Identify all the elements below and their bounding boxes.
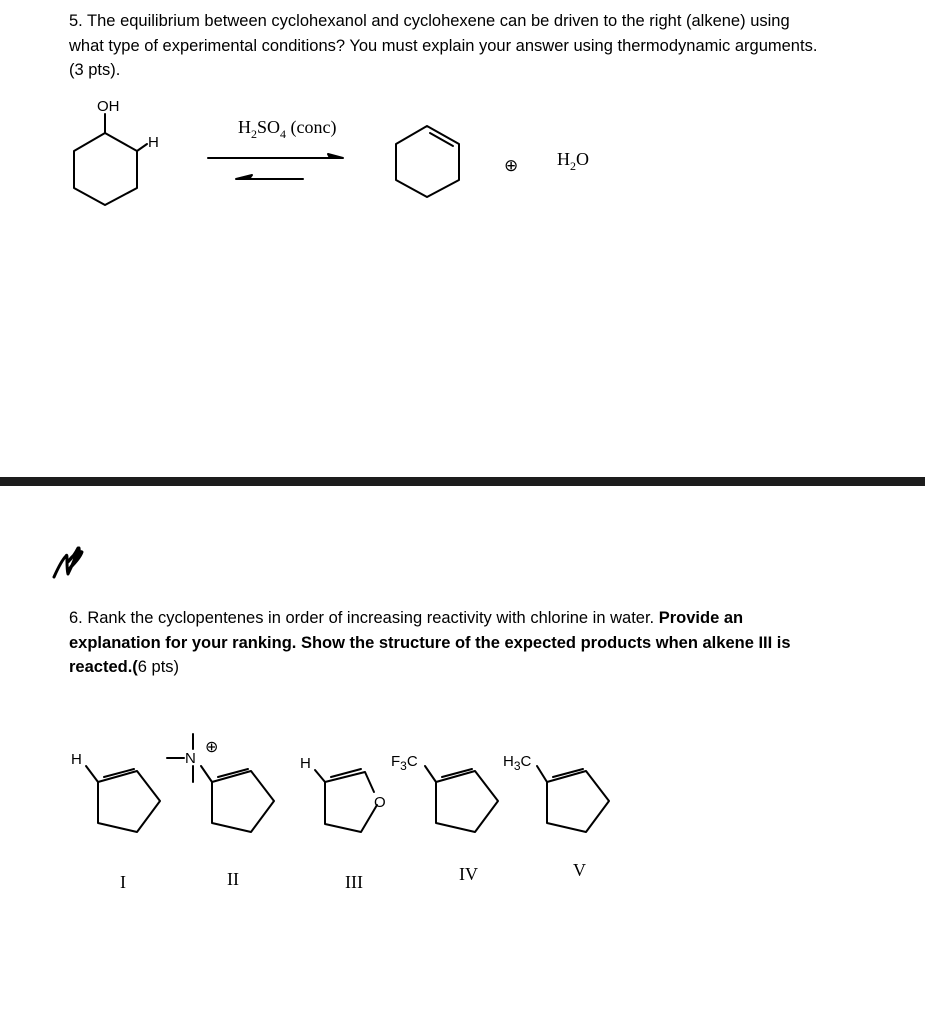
charge-II: ⊕ bbox=[205, 739, 219, 756]
question-5-line-1: 5. The equilibrium between cyclohexanol and cyclohexene can be driven to the right (alkene) using bbox=[69, 12, 790, 30]
question-6-line-3-bold: reacted.( bbox=[69, 658, 138, 676]
water-label: $H_2O$ bbox=[557, 149, 589, 173]
compound-II bbox=[167, 734, 274, 889]
equilibrium-arrows bbox=[208, 154, 343, 179]
numeral-III: III bbox=[345, 872, 363, 892]
section-divider bbox=[0, 477, 925, 486]
numeral-V: V bbox=[573, 860, 586, 880]
cyclohexene-structure bbox=[396, 126, 459, 197]
compound-I bbox=[71, 751, 160, 892]
ring-I bbox=[98, 771, 160, 832]
ring-II bbox=[212, 771, 274, 832]
question-6-line-1-bold: Provide an bbox=[658, 609, 744, 627]
compound-IV bbox=[391, 753, 498, 884]
substituent-bond-III bbox=[315, 770, 325, 782]
ring-V bbox=[547, 771, 609, 832]
substituent-III: H bbox=[300, 755, 311, 772]
question-5-line-2: what type of experimental conditions? You must explain your answer using thermodynamic arguments. bbox=[69, 36, 818, 55]
substituent-bond-IV bbox=[425, 766, 436, 782]
cyclohexanol-structure bbox=[74, 98, 159, 205]
substituent-bond-V bbox=[537, 766, 547, 782]
question-6-line-1-normal: 6. Rank the cyclopentenes in order of increasing reactivity with chlorine in water. bbox=[69, 609, 659, 627]
reverse-arrow-head bbox=[236, 175, 252, 179]
question-6-line-3-normal: 6 pts) bbox=[137, 658, 180, 676]
cyclohexene-ring bbox=[396, 126, 459, 197]
h-label: H bbox=[148, 134, 159, 151]
substituent-IV: $F_3C$ bbox=[391, 753, 418, 773]
question-6 bbox=[69, 606, 869, 680]
question-5-line-3: (3 pts). bbox=[69, 61, 121, 79]
question-6-line-3 bbox=[69, 655, 869, 680]
n-ring-bond bbox=[201, 766, 212, 782]
signature-scribble bbox=[54, 548, 82, 577]
forward-arrow-head bbox=[328, 154, 343, 158]
question-6-line-1 bbox=[69, 606, 869, 631]
substituent-V: $H_3C$ bbox=[503, 753, 532, 773]
oh-label: OH bbox=[97, 98, 120, 115]
reagent-label: $H_2SO_4$ (conc) bbox=[238, 117, 337, 141]
ring-IV bbox=[436, 771, 498, 832]
numeral-II: II bbox=[227, 869, 239, 889]
ring-III bbox=[325, 772, 377, 832]
plus-symbol: ⊕ bbox=[504, 156, 519, 175]
numeral-I: I bbox=[120, 872, 126, 892]
ring-oxygen-III: O bbox=[374, 794, 386, 811]
substituent-I: H bbox=[71, 751, 82, 768]
nitrogen-label: N bbox=[185, 750, 196, 767]
compound-III bbox=[300, 755, 386, 892]
substituent-bond-I bbox=[86, 766, 98, 782]
cyclohexane-ring bbox=[74, 133, 137, 205]
c-h-bond bbox=[137, 144, 147, 151]
compound-V bbox=[503, 753, 609, 880]
question-6-line-2: explanation for your ranking. Show the structure of the expected products when alkene III is bbox=[69, 633, 791, 652]
numeral-IV: IV bbox=[459, 864, 478, 884]
